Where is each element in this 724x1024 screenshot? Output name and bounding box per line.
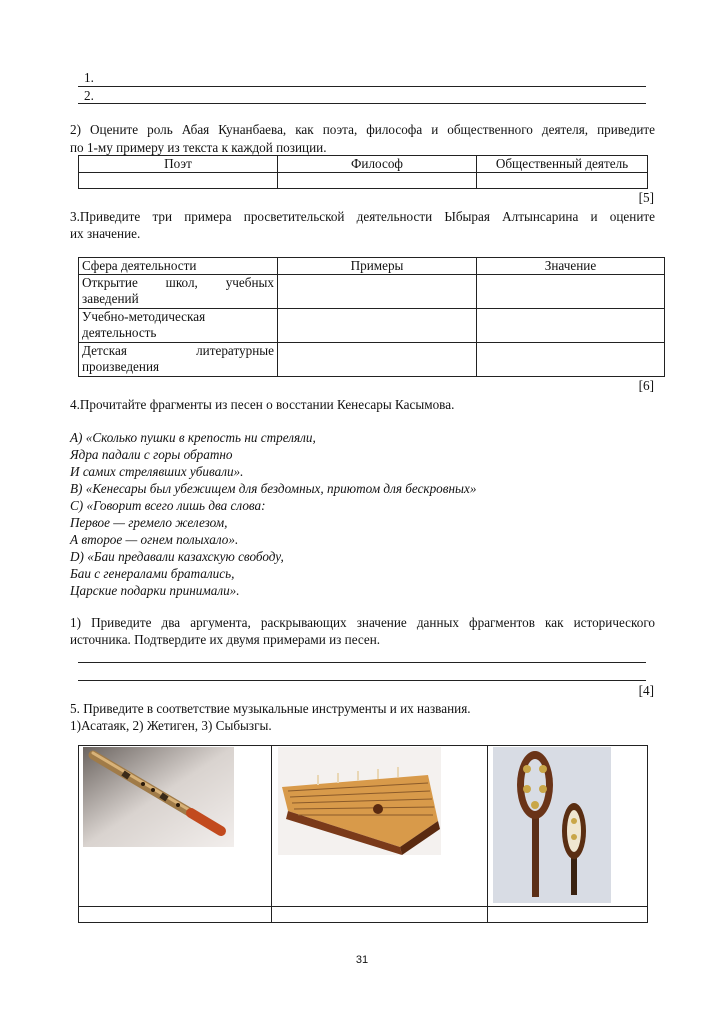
poem-line: B) «Кенесары был убежищем для бездомных, приютом для бескровных» xyxy=(70,481,477,496)
q3-answer-cell[interactable] xyxy=(477,275,665,309)
poem-line: Ядра падали с горы обратно xyxy=(70,447,233,462)
q3-text-line1: 3.Приведите три примера просветительской деятельности Ыбырая Алтынсарина и оцените xyxy=(70,209,655,224)
q5-image-cell-1 xyxy=(79,746,272,907)
poem-line: Баи с генералами братались, xyxy=(70,566,235,581)
answer-line-1-label: 1. xyxy=(84,70,94,85)
poem-line: Первое — гремело железом, xyxy=(70,515,228,530)
zither-image xyxy=(278,747,441,855)
q5-table xyxy=(78,745,648,923)
q3-row-sphere: Учебно-методическая деятельность xyxy=(79,309,278,343)
q3-header-examples: Примеры xyxy=(278,258,477,275)
q2-answer-cell[interactable] xyxy=(278,173,477,189)
q2-score: [5] xyxy=(638,190,654,205)
poem-line: И самих стрелявших убивали». xyxy=(70,464,244,479)
rattle-image xyxy=(493,747,611,903)
q2-text-line2: по 1-му примеру из текста к каждой позиции. xyxy=(70,140,327,155)
q5-image-cell-3 xyxy=(488,746,648,907)
q3-table xyxy=(78,257,665,377)
q5-answer-cell[interactable] xyxy=(79,907,272,923)
poem-line: D) «Баи предавали казахскую свободу, xyxy=(70,549,284,564)
q2-table xyxy=(78,155,648,189)
q4-task-line2: источника. Подтвердите их двумя примерами из песен. xyxy=(70,632,381,647)
q3-answer-cell[interactable] xyxy=(477,309,665,343)
q5-text-line1: 5. Приведите в соответствие музыкальные инструменты и их названия. xyxy=(70,701,471,716)
q2-answer-cell[interactable] xyxy=(477,173,648,189)
q5-image-cell-2 xyxy=(272,746,488,907)
q5-answer-cell[interactable] xyxy=(488,907,648,923)
q3-row-sphere: Открытие школ, учебных заведений xyxy=(79,275,278,309)
q2-header-philosopher: Философ xyxy=(278,156,477,173)
poem-line: Царские подарки принимали». xyxy=(70,583,240,598)
answer-line-2-label: 2. xyxy=(84,88,94,103)
q2-answer-cell[interactable] xyxy=(79,173,278,189)
q4-answer-line-2[interactable] xyxy=(78,680,646,681)
q3-row-sphere: Детская литературные произведения xyxy=(79,343,278,377)
q2-text-line1: 2) Оцените роль Абая Кунанбаева, как поэта, философа и общественного деятеля, приведите xyxy=(70,122,655,137)
q5-text-line2: 1)Асатаяк, 2) Жетиген, 3) Сыбызгы. xyxy=(70,718,272,733)
q4-score: [4] xyxy=(638,683,654,698)
q3-header-sphere: Сфера деятельности xyxy=(79,258,278,275)
q3-header-meaning: Значение xyxy=(477,258,665,275)
q2-header-public-figure: Общественный деятель xyxy=(477,156,648,173)
page-number: 31 xyxy=(355,954,369,966)
q2-header-poet: Поэт xyxy=(79,156,278,173)
q5-answer-cell[interactable] xyxy=(272,907,488,923)
q3-answer-cell[interactable] xyxy=(278,309,477,343)
poem-line: A) «Сколько пушки в крепость ни стреляли, xyxy=(70,430,316,445)
q3-score: [6] xyxy=(638,378,654,393)
flute-image xyxy=(83,747,234,847)
q4-answer-line-1[interactable] xyxy=(78,662,646,663)
q3-answer-cell[interactable] xyxy=(477,343,665,377)
q4-task-line1: 1) Приведите два аргумента, раскрывающих значение данных фрагментов как исторического xyxy=(70,615,655,630)
poem-line: А второе — огнем полыхало». xyxy=(70,532,239,547)
q4-text: 4.Прочитайте фрагменты из песен о восстании Кенесары Касымова. xyxy=(70,397,455,412)
answer-line-2 xyxy=(78,103,646,104)
q3-answer-cell[interactable] xyxy=(278,343,477,377)
q3-answer-cell[interactable] xyxy=(278,275,477,309)
answer-line-1 xyxy=(78,86,646,87)
q4-poem xyxy=(70,429,476,599)
q3-text-line2: их значение. xyxy=(70,226,141,241)
poem-line: C) «Говорит всего лишь два слова: xyxy=(70,498,266,513)
